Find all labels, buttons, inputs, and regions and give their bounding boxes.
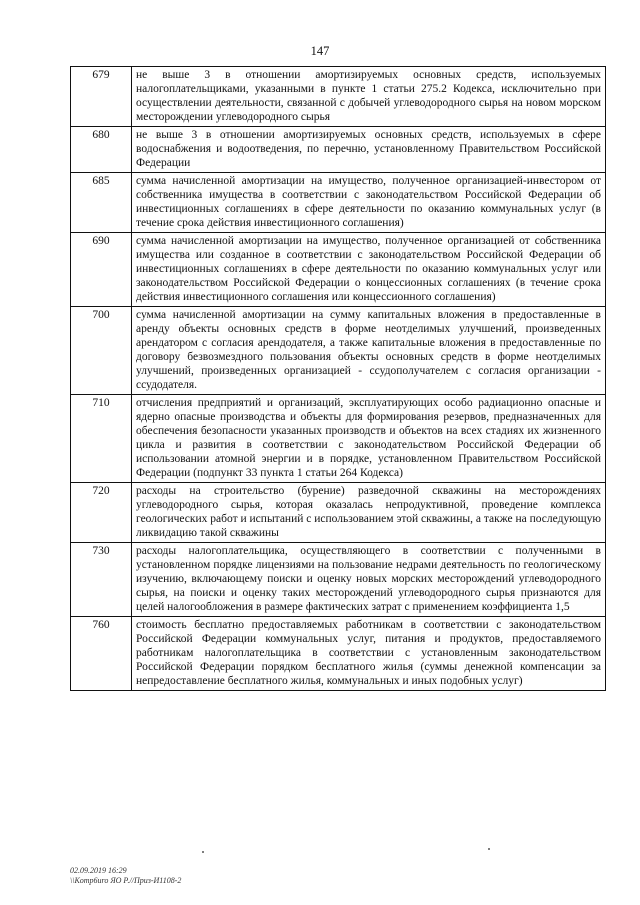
row-code: 710: [71, 395, 132, 483]
scan-speck: [488, 848, 490, 850]
row-code: 680: [71, 127, 132, 173]
table-row: [71, 173, 606, 233]
table-row: [71, 67, 606, 127]
row-text: стоимость бесплатно предоставляемых работникам в соответствии с законодательством Российской Федерации коммунальных услуг, питания и продуктов, предоставляемого работникам налогоплательщика в соответствии с установленным законодательством Российской Федерации порядком бесплатного жилья (суммы денежной компенсации за непредоставление бесплатного жилья, коммунальных и иных подобных услуг): [132, 617, 606, 691]
row-code: 700: [71, 307, 132, 395]
table-row: [71, 395, 606, 483]
row-text: расходы налогоплательщика, осуществляющего в соответствии с полученными в установленном порядке лицензиями на пользование недрами деятельность по геологическому изучению, включающему поиски и оценку новых морских месторождений углеводородного сырья, на поиски и оценку таких месторождений углеводородного сырья признаются для целей налогообложения в размере фактических затрат с применением коэффициента 1,5: [132, 543, 606, 617]
table-row: [71, 543, 606, 617]
row-text: расходы на строительство (бурение) разведочной скважины на месторождениях углеводородного сырья, которая оказалась непродуктивной, проведение комплекса геологических работ и испытаний с использованием этой скважины, а также на последующую ликвидацию такой скважины: [132, 483, 606, 543]
row-code: 690: [71, 233, 132, 307]
table-row: [71, 127, 606, 173]
table-row: [71, 233, 606, 307]
row-code: 730: [71, 543, 132, 617]
row-code: 760: [71, 617, 132, 691]
table-row: [71, 483, 606, 543]
row-code: 685: [71, 173, 132, 233]
document-footer: [70, 866, 181, 886]
row-text: не выше 3 в отношении амортизируемых основных средств, используемых в сфере водоснабжения и водоотведения, по перечню, установленному Правительством Российской Федерации: [132, 127, 606, 173]
row-text: сумма начисленной амортизации на имущество, полученное организацией от собственника имущества или созданное в соответствии с законодательством Российской Федерации об инвестиционных соглашениях в сфере деятельности по оказанию коммунальных услуг или законодательством Российской Федерации о концессионных соглашениях (в течение срока действия инвестиционного соглашения или концессионного соглашения): [132, 233, 606, 307]
row-text: сумма начисленной амортизации на сумму капитальных вложения в предоставленные в аренду объекты основных средств в форме неотделимых улучшений, произведенных арендатором с согласия арендодателя, а также капитальные вложения в предоставленные по договору безвозмездного пользования объекты основных средств в форме неотделимых улучшений, произведенных организацией - ссудополучателем с согласия организации - ссудодателя.: [132, 307, 606, 395]
row-text: отчисления предприятий и организаций, эксплуатирующих особо радиационно опасные и ядерно опасные производства и объекты для формирования резервов, предназначенных для обеспечения безопасности указанных производств и объектов на всех стадиях их жизненного цикла и развития в соответствии с законодательством Российской Федерации об использовании атомной энергии и в порядке, установленном Правительством Российской Федерации (подпункт 33 пункта 1 статьи 264 Кодекса): [132, 395, 606, 483]
table-row: [71, 307, 606, 395]
table-row: [71, 617, 606, 691]
footer-timestamp: 02.09.2019 16:29: [70, 866, 127, 875]
page-number: 147: [310, 44, 330, 58]
footer-document-ref: \\Komp6uro ЯО Р.//Приз-И1108-2: [70, 876, 182, 885]
row-text: не выше 3 в отношении амортизируемых основных средств, используемых налогоплательщиками, указанными в пункте 1 статьи 275.2 Кодекса, исключительно при осуществлении деятельности, связанной с добычей углеводородного сырья на новом морском месторождении углеводородного сырья: [132, 67, 606, 127]
codes-table: [70, 66, 606, 691]
scan-speck: [202, 851, 204, 853]
row-text: сумма начисленной амортизации на имущество, полученное организацией-инвестором от собственника имущества в соответствии с законодательством Российской Федерации об инвестиционных соглашениях в сфере деятельности по оказанию коммунальных услуг (в течение срока действия инвестиционного соглашения): [132, 173, 606, 233]
row-code: 720: [71, 483, 132, 543]
row-code: 679: [71, 67, 132, 127]
